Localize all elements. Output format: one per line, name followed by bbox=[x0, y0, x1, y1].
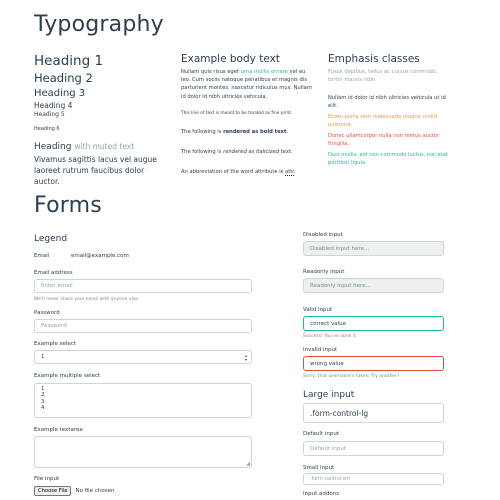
heading-1: Heading 1 bbox=[34, 53, 104, 69]
italic-line-prefix: The following is bbox=[181, 149, 224, 155]
input-addons-label: Input addons bbox=[303, 491, 340, 497]
body-paragraph-text-end: vel eu leo. Cum sociis natoque penatibus et magnis dis parturient montes, nascetur ridiculus mus. Nullam id dolor id nibh ultricies vehicula. bbox=[181, 69, 312, 100]
example-select[interactable] bbox=[34, 350, 252, 364]
small-input[interactable]: .form-control-sm bbox=[303, 473, 444, 485]
heading-2: Heading 2 bbox=[34, 71, 93, 85]
readonly-label: Readonly input bbox=[303, 269, 345, 275]
body-paragraph bbox=[181, 68, 316, 101]
body-inline-link[interactable]: urna mollis ornare bbox=[240, 69, 288, 75]
fine-print: This line of text is meant to be treated as fine print. bbox=[181, 111, 293, 116]
abbr-line-prefix: An abbreviation of the word attribute is bbox=[181, 169, 286, 175]
default-input[interactable]: Default input bbox=[303, 441, 444, 456]
text-danger-sample: Donec ullamcorper nulla non metus auctor fringilla. bbox=[328, 133, 440, 148]
example-textarea[interactable] bbox=[34, 436, 252, 468]
heading-3: Heading 3 bbox=[34, 88, 86, 99]
italic-line: The following is rendered as italicized text. bbox=[181, 149, 293, 155]
heading-4: Heading 4 bbox=[34, 101, 73, 110]
disabled-input: Disabled input here... bbox=[303, 241, 444, 256]
textarea-label: Example textarea bbox=[34, 427, 83, 433]
password-label: Password bbox=[34, 310, 60, 316]
select-value: 1 bbox=[41, 354, 45, 360]
text-muted-sample: Fusce dapibus, tellus ac cursus commodo, tortor mauris nibh. bbox=[328, 69, 438, 84]
heading-muted-main: Heading bbox=[34, 142, 72, 152]
multi-option[interactable]: 4 bbox=[41, 405, 45, 412]
large-input[interactable]: .form-control-lg bbox=[303, 403, 444, 423]
resize-handle-icon[interactable]: ◢ bbox=[246, 461, 250, 467]
text-warning-sample: Etiam porta sem malesuada magna mollis euismod. bbox=[328, 114, 438, 129]
forms-section-title: Forms bbox=[34, 193, 102, 218]
file-status: No file chosen bbox=[75, 488, 115, 494]
choose-file-button[interactable]: Choose File bbox=[34, 486, 71, 496]
email-static-value: email@example.com bbox=[71, 253, 129, 259]
email-help-text: We'll never share your email with anyone else. bbox=[34, 297, 140, 302]
bold-line-prefix: The following is bbox=[181, 129, 224, 135]
small-input-label: Small input bbox=[303, 465, 335, 471]
lead-paragraph: Vivamus sagittis lacus vel augue laoreet rutrum faucibus dolor auctor. bbox=[34, 155, 157, 186]
invalid-feedback: Sorry, that username's taken. Try another? bbox=[303, 374, 400, 379]
default-input-label: Default input bbox=[303, 431, 339, 437]
valid-input[interactable]: correct value bbox=[303, 316, 444, 331]
email-static-label: Email bbox=[34, 253, 50, 259]
select-updown-icon: ▴ ▾ bbox=[244, 353, 247, 362]
italic-text: rendered as italicized text bbox=[223, 149, 291, 155]
readonly-input[interactable]: Readonly input here... bbox=[303, 278, 444, 293]
invalid-input[interactable]: wrong value bbox=[303, 356, 444, 371]
heading-muted-sub: with muted text bbox=[74, 142, 135, 151]
form-legend: Legend bbox=[34, 234, 68, 244]
text-primary-sample: Nullam id dolor id nibh ultricies vehicula ut id elit. bbox=[328, 95, 446, 110]
password-input[interactable]: Password bbox=[34, 319, 252, 333]
bold-line: The following is rendered as bold text. bbox=[181, 129, 289, 135]
bold-text: rendered as bold text bbox=[223, 129, 287, 135]
multi-option[interactable]: 2 bbox=[41, 392, 45, 399]
file-input[interactable] bbox=[34, 486, 114, 496]
heading-with-muted bbox=[34, 142, 134, 152]
multi-select-label: Example multiple select bbox=[34, 373, 101, 379]
example-multi-select[interactable] bbox=[34, 383, 252, 418]
multi-option[interactable]: 3 bbox=[41, 398, 45, 405]
file-input-label: File input bbox=[34, 476, 60, 482]
typography-section-title: Typography bbox=[34, 12, 164, 37]
heading-6: Heading 6 bbox=[34, 126, 60, 132]
body-paragraph-text: Nullam quis risus eget bbox=[181, 69, 241, 75]
large-input-label: Large input bbox=[303, 390, 355, 400]
valid-feedback: Success! You've done it. bbox=[303, 334, 358, 339]
disabled-label: Disabled input bbox=[303, 232, 343, 238]
select-label: Example select bbox=[34, 341, 76, 347]
body-text-title: Example body text bbox=[181, 53, 280, 65]
abbr-text: attr bbox=[285, 169, 294, 175]
heading-5: Heading 5 bbox=[34, 111, 65, 118]
text-success-sample: Duis mollis, est non commodo luctus, nisi erat porttitor ligula. bbox=[328, 152, 448, 167]
invalid-label: Invalid input bbox=[303, 347, 338, 353]
multi-option[interactable]: 1 bbox=[41, 386, 45, 392]
email-label: Email address bbox=[34, 270, 73, 276]
valid-label: Valid input bbox=[303, 307, 333, 313]
email-input[interactable]: Enter email bbox=[34, 279, 252, 293]
abbr-line: An abbreviation of the word attribute is attr. bbox=[181, 169, 296, 175]
emphasis-title: Emphasis classes bbox=[328, 53, 420, 65]
